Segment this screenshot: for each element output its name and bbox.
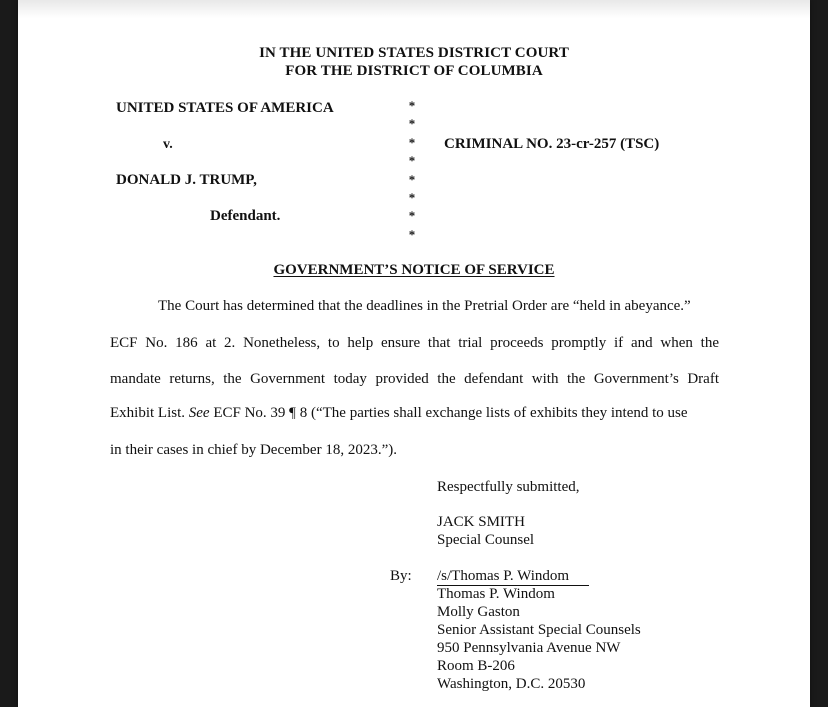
star-glyph: *: [408, 98, 416, 113]
body-line-5: in their cases in chief by December 18, 2023.”).: [110, 442, 397, 458]
signature-line: [437, 567, 589, 586]
body-line-3: mandate returns, the Government today provided the defendant with the Government’s Draft: [110, 371, 719, 387]
counsel-name: JACK SMITH: [437, 514, 525, 530]
caption-star-separator: [405, 97, 419, 244]
signer-1: Thomas P. Windom: [437, 586, 555, 602]
defendant-label: Defendant.: [210, 208, 281, 224]
document-page: [18, 0, 810, 707]
body-line-2: ECF No. 186 at 2. Nonetheless, to help ensure that trial proceeds promptly if and when the: [110, 335, 719, 351]
star-glyph: *: [408, 153, 416, 169]
star-glyph: *: [408, 171, 416, 187]
versus-label: v.: [163, 137, 173, 152]
signer-title: Senior Assistant Special Counsels: [437, 622, 641, 638]
closing: Respectfully submitted,: [437, 479, 580, 495]
plaintiff-name: UNITED STATES OF AMERICA: [116, 100, 334, 116]
see-signal: See: [188, 405, 210, 421]
court-name-line1: IN THE UNITED STATES DISTRICT COURT: [259, 45, 569, 61]
star-glyph: *: [408, 134, 416, 150]
star-glyph: *: [408, 226, 416, 242]
body-line-4-start: Exhibit List.: [110, 405, 189, 421]
defendant-name: DONALD J. TRUMP,: [116, 172, 257, 188]
case-number: CRIMINAL NO. 23-cr-257 (TSC): [444, 136, 660, 152]
signer-2: Molly Gaston: [437, 604, 520, 620]
body-line-4: [110, 404, 688, 422]
body-line-4-rest: ECF No. 39 ¶ 8 (“The parties shall exchange lists of exhibits they intend to use: [209, 405, 688, 421]
court-name-line2: FOR THE DISTRICT OF COLUMBIA: [285, 63, 543, 79]
star-glyph: *: [408, 116, 416, 132]
counsel-title: Special Counsel: [437, 532, 535, 548]
address-line-2: Room B-206: [437, 658, 515, 674]
address-line-1: 950 Pennsylvania Avenue NW: [437, 640, 621, 656]
page-top-shade: [18, 0, 810, 18]
star-glyph: *: [408, 190, 416, 206]
notice-title: GOVERNMENT’S NOTICE OF SERVICE: [273, 262, 555, 278]
star-glyph: *: [408, 208, 416, 224]
electronic-signature: /s/Thomas P. Windom: [437, 567, 589, 586]
address-line-3: Washington, D.C. 20530: [437, 676, 586, 692]
by-label: By:: [390, 568, 412, 584]
body-line-1: The Court has determined that the deadlines in the Pretrial Order are “held in abeyance.”: [158, 298, 691, 314]
